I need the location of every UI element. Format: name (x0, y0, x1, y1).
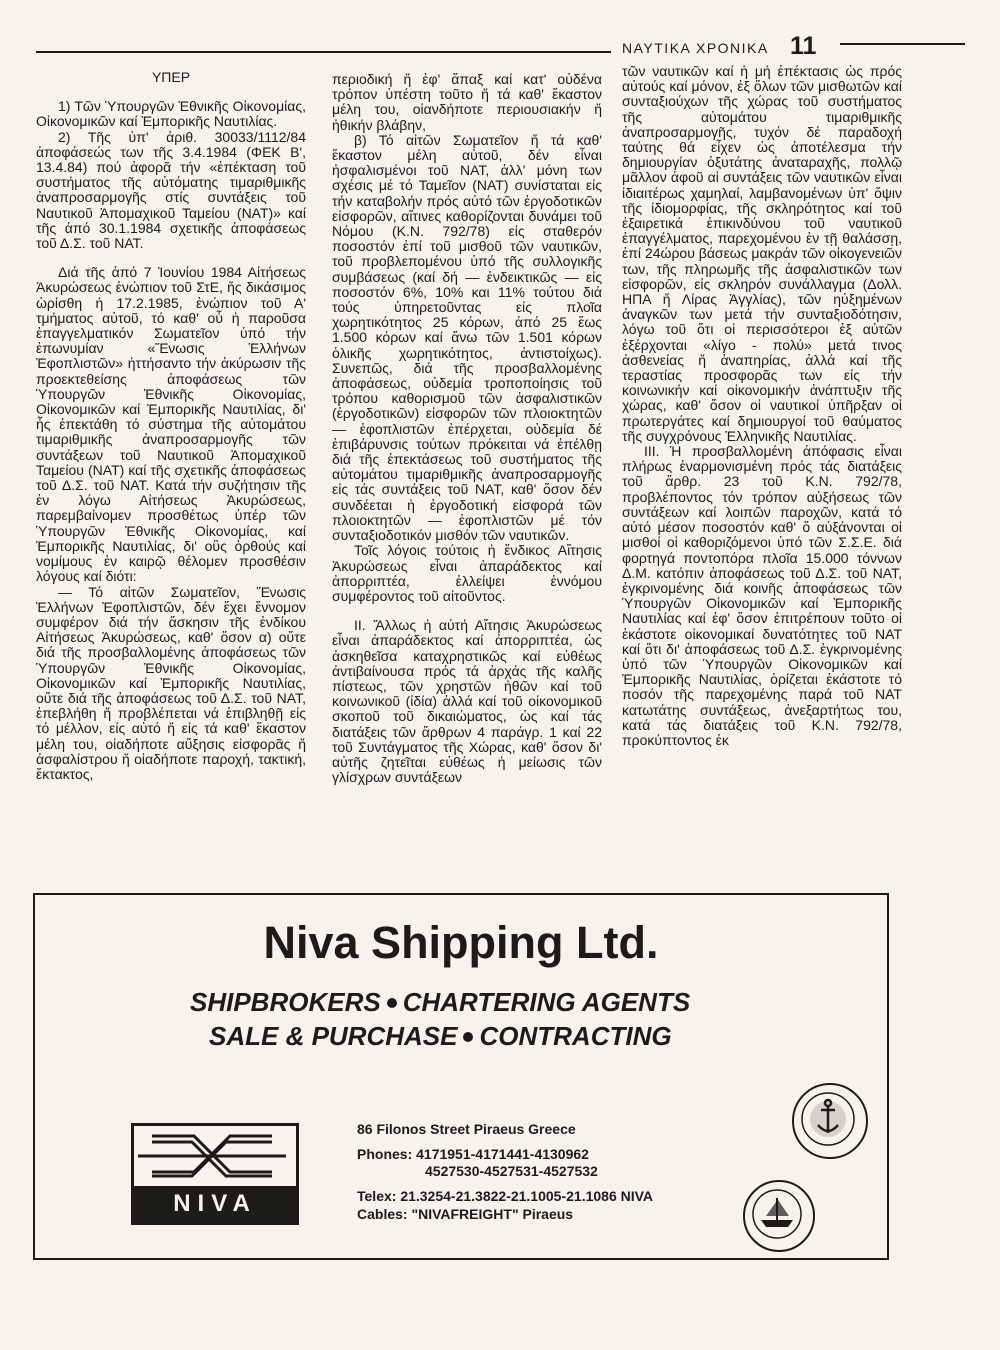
ad-service: SALE & PURCHASE (209, 1021, 458, 1051)
page-number: 11 (790, 32, 817, 60)
header-rule-left (36, 51, 611, 53)
paragraph: ΙΙΙ. Ἡ προσβαλλομένη ἀπόφασις εἶναι πλήρως ἐναρμονισμένη πρός τάς διατάξεις τοῦ ἄρθρ. 23 τοῦ Κ.Ν. 792/78, προβλέποντος τόν τρόπον αὐξήσεως τῶν συντάξεων καί λοιπῶν παροχῶν, κατά τό αὐτό μέσον ποσοστόν καθ' ὅ αὐξάνονται οἱ μισθοί οἱ καθοριζόμενοι ὑπό τῶν Σ.Σ.Ε. διά φορτηγά ποντοπόρα πλοῖα 15.000 τόννων Δ.Μ. κατόπιν ἀποφάσεως τοῦ Δ.Σ. τοῦ ΝΑΤ, ἐγκρινομένης διά κοινῆς ἀποφάσεως τῶν Ὑπουργῶν Οἰκονομικῶν καί Ἐμπορικῆς Ναυτιλίας καί ἐφ' ὅσον ἐπιτρέπουν τοῦτο οἱ ἑκάστοτε οἰκονομικαί δυνατότητες τοῦ ΝΑΤ καί ὅτι δι' ἀποφάσεως τοῦ Δ.Σ. ἐγκρινομένης ὑπό τῶν Ὑπουργῶν Οἰκονομικῶν καί Ἐμπορικῆς Ναυτιλίας, ὁρίζεται ἑκάστοτε τό ποσόν τῆς παρεχομένης παρά τοῦ ΝΑΤ κατωτάτης συντάξεως, ἀνεξαρτήτως του, κατά τάς διατάξεις τοῦ Κ.Ν. 792/78, προκύπτοντος ἐκ (622, 443, 902, 748)
paragraph: ΙΙ. Ἄλλως ἡ αὐτή Αἴτησις Ἀκυρώσεως εἶναι ἀπαράδεκτος καί ἀπορριπτέα, ὡς ἀσκηθεῖσα καταχρηστικῶς καί εὐθέως ἀντιβαίνουσα πρός τά ἀρχάς τῆς καλῆς πίστεως, τῶν χρηστῶν ἠθῶν καί τοῦ κοινωνικοῦ (ἰδία) ἀλλά καί τοῦ οἰκονομικοῦ σκοποῦ τοῦ δικαιώματος, ὡς καί τάς διατάξεις τῶν ἄρθρων 4 παράγρ. 1 καί 22 τοῦ Συντάγματος τῆς Χώρας, καθ' ὅσον δι' αὐτῆς ζητεῖται εὐθέως ἡ μείωσις τῶν γλίσχρων συντάξεων (332, 617, 602, 786)
ad-company-name: Niva Shipping Ltd. (263, 917, 659, 968)
text-column-1 (36, 70, 306, 782)
ad-services-line-1 (190, 987, 690, 1018)
paragraph: 2) Τῆς ὑπ' ἀριθ. 30033/1112/84 ἀποφάσεώς των τῆς 3.4.1984 (ΦΕΚ Β', 13.4.84) πού ἀφορᾶ τήν «ἐπέκταση τοῦ συστήματος τῆς αὐτόματης τιμαριθμικῆς ἀναπροσαρμογῆς στίς συντάξεις τοῦ Ναυτικοῦ Ἀπομαχικοῦ Ταμείου (ΝΑΤ)» καί τῆς ἀπό 30.1.1984 σχετικῆς ἀποφάσεως τοῦ Δ.Σ. τοῦ ΝΑΤ. (36, 128, 306, 252)
ad-phones: Phones: 4171951-4171441-4130962 (357, 1146, 589, 1162)
paragraph: — Τό αἰτῶν Σωματεῖον, Ἕνωσις Ἑλλήνων Ἐφοπλιστῶν, δέν ἔχει ἔννομον συμφέρον διά τήν ἄσκησιν τῆς ἐνδίκου Αἰτήσεως Ἀκυρώσεως, καθ' ὅσον α) οὔτε διά τῆς προσβαλλομένης ἀποφάσεως τῶν Ὑπουργῶν Ἐθνικῆς Οἰκονομίας, Οἰκονομικῶν καί Ἐμπορικῆς Ναυτιλίας, οὔτε διά τῆς ἀποφάσεως τοῦ Δ.Σ. τοῦ ΝΑΤ, ἐπεβλήθη ἤ προβλέπεται νά ἐπιβληθῇ εἰς τό μέλλον, εἰς αὐτό ἤ εἰς τά καθ' ἕκαστον μέλη του, οἱαδήποτε αὔξησις εἰσφορᾶς ἤ ἀσφαλίστρου ἤ οἱαδήποτε παροχή, τακτική, ἔκτακτος, (36, 583, 306, 782)
header-rule-right (840, 43, 965, 45)
logo-label: NIVA (134, 1186, 296, 1222)
advertisement (33, 893, 889, 1260)
paragraph: Διά τῆς ἀπό 7 Ἰουνίου 1984 Αἰτήσεως Ἀκυρώσεως ἐνώπιον τοῦ ΣτΕ, ἥς δικάσιμος ὡρίσθη ἡ 17.2.1985, ἐνώπιον τοῦ Α' τμήματος αὐτοῦ, τό καθ' οὗ ἡ παροῦσα ἐπαγγελματικόν Σωματεῖον ὑπό τήν ἐπωνυμίαν «Ἕνωσις Ἑλλήνων Ἐφοπλιστῶν» ἠττήσαντο τήν ἀκύρωσιν τῆς προεκτεθείσης ἀποφάσεως τῶν Ὑπουργῶν Ἐθνικῆς Οἰκονομίας, Οἰκονομικῶν καί Ἐμπορικῆς Ναυτιλίας, δι' ἧς ἐπεκτάθη τό σύστημα τῆς αὐτομάτου τιμαριθμικῆς ἀναπροσαρμογῆς τῶν συντάξεων τοῦ Ναυτικοῦ Ἀπομαχικοῦ Ταμείου (ΝΑΤ) καί τῆς σχετικῆς ἀποφάσεως τοῦ Δ.Σ. τοῦ ΝΑΤ. Κατά τήν συζήτησιν τῆς ἐν λόγω Αἰτήσεως Ἀκυρώσεως, παρεμβαίνομεν προσθέτως ὑπέρ τῶν Ὑπουργῶν Ἐθνικῆς Οἰκονομίας, καί Ἐμπορικῆς Ναυτιλίας, δι' οὓς ὀρθούς καί νομίμους ἐν καιρῷ θέλομεν προσθέσιν λόγους καί διότι: (36, 264, 306, 585)
ad-service: CHARTERING AGENTS (402, 987, 691, 1017)
magazine-title: ΝΑΥΤΙΚΑ ΧΡΟΝΙΚΑ (622, 40, 769, 56)
paragraph: 1) Τῶν Ὑπουργῶν Ἐθνικῆς Οἰκονομίας, Οἰκονομικῶν καί Ἐμπορικῆς Ναυτιλίας. (36, 98, 306, 130)
bullet-icon (387, 998, 397, 1008)
paragraph: β) Τό αἰτῶν Σωματεῖον ἤ τά καθ' ἕκαστον μέλη αὐτοῦ, δέν εἶναι ἠσφαλισμένοι τοῦ ΝΑΤ, ἀλλ' μόνη των σχέσις μέ τό Ταμεῖον (ΝΑΤ) συνίσταται εἰς τήν καταβολήν πρός αὐτό τῶν ἐργοδοτικῶν εἰσφορῶν, αἵτινες καθορίζονται δυνάμει τοῦ Νόμου (Κ.Ν. 792/78) εἰς σταθερόν ποσοστόν ἐπί τοῦ μισθοῦ τῶν ναυτικῶν, τοῦ προβλεπομένου ὑπό τῆς συλλογικῆς συμβάσεως (καί δή — ἐνδεικτικῶς — εἰς ποσοστόν 6%, 10% και 11% τούτου διά τούς ὑπηρετοῦντας εἰς πλοῖα χωρητικότητος 25 κόρων, ἀπό 25 ἕως 1.500 κόρων καί ἄνω τῶν 1.501 κόρων ὁλικῆς χωρητικότητος, ἀντιστοίχως). Συνεπῶς, διά τῆς προσβαλλομένης ἀποφάσεως, οὐδεμία τροποποίησις τοῦ τρόπου καθορισμοῦ τῶν ἀσφαλιστικῶν (ἐργοδοτικῶν) εἰσφορῶν τῶν πλοιοκτητῶν — ἐφοπλιστῶν ἐπέρχεται, οὐδεμία δέ ἐπιβάρυνσις τούτων πρόκειται νά ἐπέλθῃ διά τῆς ἐπεκτάσεως τοῦ συστήματος τῆς αὐτομάτου τιμαριθμικῆς ἀναπροσαρμογῆς εἰς τάς συντάξεις τοῦ ΝΑΤ, καθ' ὅσον δέν συνδέεται ἡ ἐργοδοτική εἰσφορά τῶν πλοιοκτητῶν — ἐφοπλιστῶν μέ τόν συνταξιοδοτικόν μισθόν τῶν ναυτικῶν. (332, 131, 602, 544)
ad-telex: Telex: 21.3254-21.3822-21.1005-21.1086 NIVA (357, 1188, 654, 1204)
ad-address: 86 Filonos Street Piraeus Greece (357, 1121, 576, 1137)
ad-cables: Cables: "NIVAFREIGHT" Piraeus (357, 1206, 574, 1222)
column-heading: ΥΠΕΡ (151, 69, 191, 85)
ad-service: SHIPBROKERS (190, 987, 381, 1017)
paragraph: περιοδική ἤ ἐφ' ἅπαξ καί κατ' οὐδένα τρόπον ὑπέστη τοῦτο ἤ τά καθ' ἕκαστον μέλη του, οἱανδήποτε περιουσιακήν ἤ ἠθικήν βλάβην, (332, 71, 602, 133)
niva-logo (131, 1123, 299, 1225)
ad-services-line-2 (209, 1021, 672, 1052)
ship-seal-icon (743, 1180, 815, 1252)
text-column-2 (332, 72, 602, 785)
ad-phones-continued: 4527530-4527531-4527532 (425, 1163, 598, 1179)
paragraph: Τοῖς λόγοις τούτοις ἡ ἔνδικος Αἴτησις Ἀκυρώσεως εἶναι ἀπαράδεκτος καί ἀπορριπτέα, ἐλλείψει ἐννόμου συμφέροντος τοῦ αἰτοῦντος. (332, 542, 602, 604)
bullet-icon (463, 1032, 473, 1042)
paragraph: τῶν ναυτικῶν καί ἡ μή ἐπέκτασις ὡς πρός αὐτούς καί μόνον, ἐξ ὅλων τῶν μισθωτῶν καί συνταξιούχων τῆς χώρας τοῦ συστήματος τῆς αὐτομάτου τιμαριθμικῆς ἀναπροσαρμογῆς, τυχόν δέ παραδοχή ταύτης θά εἶχεν ὡς ἀποτέλεσμα τήν δημιουργίαν ὀξυτάτης ἀναταραχῆς, πολλῷ μᾶλλον ἀφοῦ αἱ συντάξεις τῶν ναυτικῶν εἶναι ἰδιαιτέρως χαμηλαί, λαμβανομένων ὑπ' ὄψιν τῆς ἰδιομορφίας, τῆς σκληρότητος καί τοῦ ἐξαιρετικά ἐπικινδύνου τοῦ ναυτικοῦ ἐπαγγέλματος, παρεχομένου ἐν τῇ θαλάσσῃ, ἐπί 24ώρου βάσεως μακράν τῶν οἰκογενειῶν των, τῆς πληρωμῆς τῆς ἀσφαλιστικῶν των εἰσφορῶν, εἰς σκληρόν συνάλλαγμα (Δολλ. ΗΠΑ ἤ Λίρας Ἀγγλίας), τῶν ηὐξημένων ἀναγκῶν των μετά τήν συνταξιοδότησιν, λόγω τοῦ ὅτι οἱ περισσότεροι ἐξ αὐτῶν ἐξέρχονται «λίγο - πολύ» μετά τινος ἀσθενείας ἤ ἀναπηρίας, ἀλλά καί τῆς τεραστίας προσφορᾶς των εἰς τήν κοινωνικήν καί οἰκονομικήν ἀνάπτυξιν τῆς χώρας, καθ' ὅσον οἱ ναυτικοί ὑπῆρξαν οἱ πρωτεργάτες καί δημιουργοί τοῦ θαύματος τῆς συγχρόνους Ἑλληνικῆς Ναυτιλίας. (622, 63, 902, 444)
anchor-seal-icon (792, 1083, 868, 1159)
crossed-lines-icon (134, 1128, 290, 1184)
text-column-3 (622, 64, 902, 748)
ad-service: CONTRACTING (479, 1021, 672, 1051)
